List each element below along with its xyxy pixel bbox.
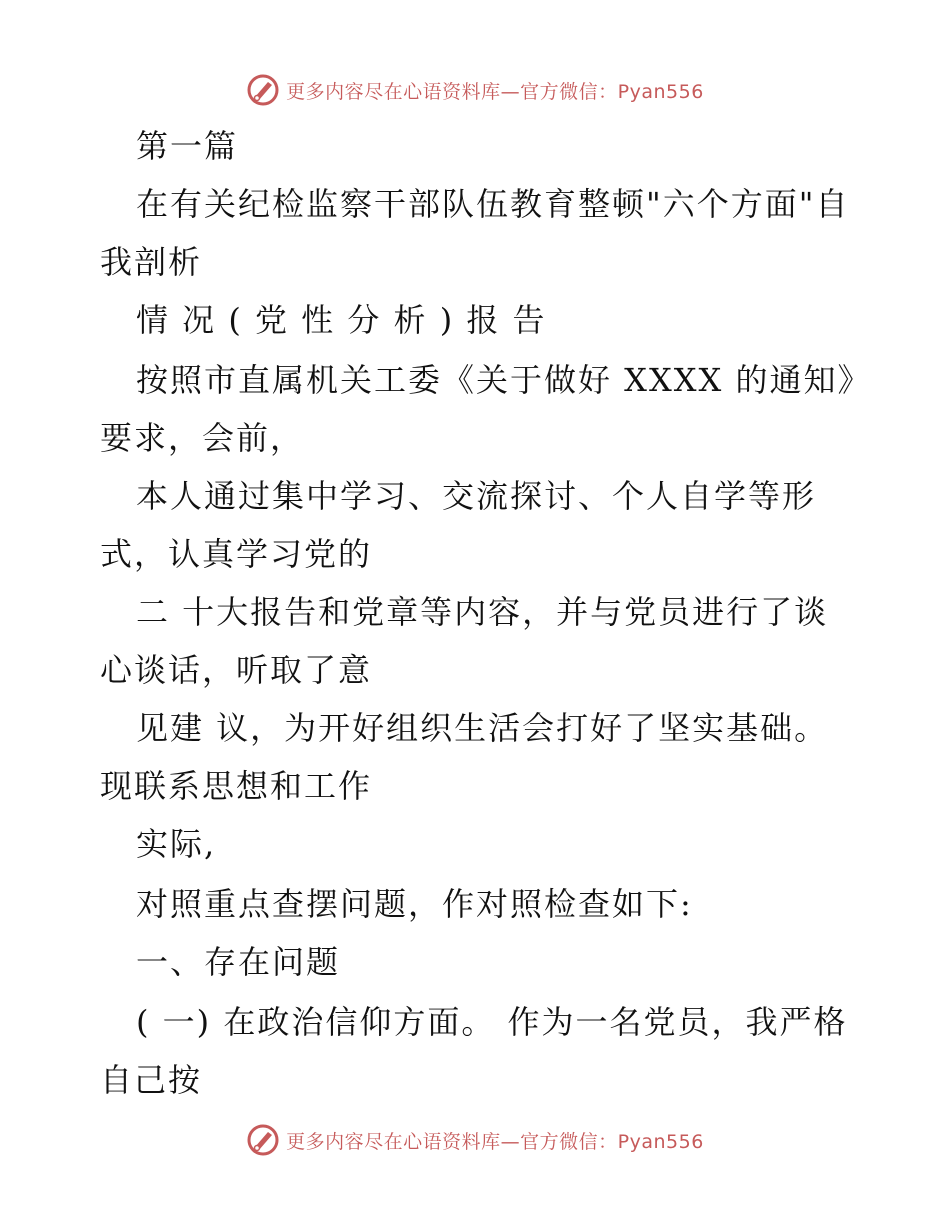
paragraph-line: 式，认真学习党的 xyxy=(100,535,373,573)
header-watermark xyxy=(0,70,950,110)
paragraph-line: 自己按 xyxy=(100,1061,203,1099)
footer-watermark xyxy=(0,1120,950,1160)
paragraph-line: 要求，会前， xyxy=(100,419,305,457)
paragraph-line: 对照重点查摆问题，作对照检查如下: xyxy=(136,885,693,923)
paragraph-line: 心谈话，听取了意 xyxy=(100,651,373,689)
paragraph-line: 二 十大报告和党章等内容，并与党员进行了谈 xyxy=(136,593,829,631)
watermark-text: 更多内容尽在心语资料库—官方微信：Pyan556 xyxy=(286,1130,704,1153)
paragraph-line: 按照市直属机关工委《关于做好 XXXX 的通知》 xyxy=(136,361,872,399)
section-heading: 第一篇 xyxy=(136,127,239,165)
pen-logo-icon xyxy=(246,1123,280,1157)
pen-logo-icon xyxy=(246,73,280,107)
paragraph-line: 见建 议，为开好组织生活会打好了坚实基础。 xyxy=(136,709,829,747)
document-subtitle: 情 况 ( 党 性 分 析 ) 报 告 xyxy=(136,301,547,339)
paragraph-line: 实际, xyxy=(136,825,217,863)
watermark-text: 更多内容尽在心语资料库—官方微信：Pyan556 xyxy=(286,80,704,103)
paragraph-line: 现联系思想和工作 xyxy=(100,767,373,805)
document-title-line-1: 在有关纪检监察干部队伍教育整顿"六个方面"自 xyxy=(136,185,850,223)
paragraph-line: 本人通过集中学习、交流探讨、个人自学等形 xyxy=(136,477,817,515)
section-heading: 一、存在问题 xyxy=(136,943,341,981)
paragraph-line: ( 一) 在政治信仰方面。 作为一名党员，我严格 xyxy=(136,1003,848,1041)
document-title-line-2: 我剖析 xyxy=(100,243,203,281)
